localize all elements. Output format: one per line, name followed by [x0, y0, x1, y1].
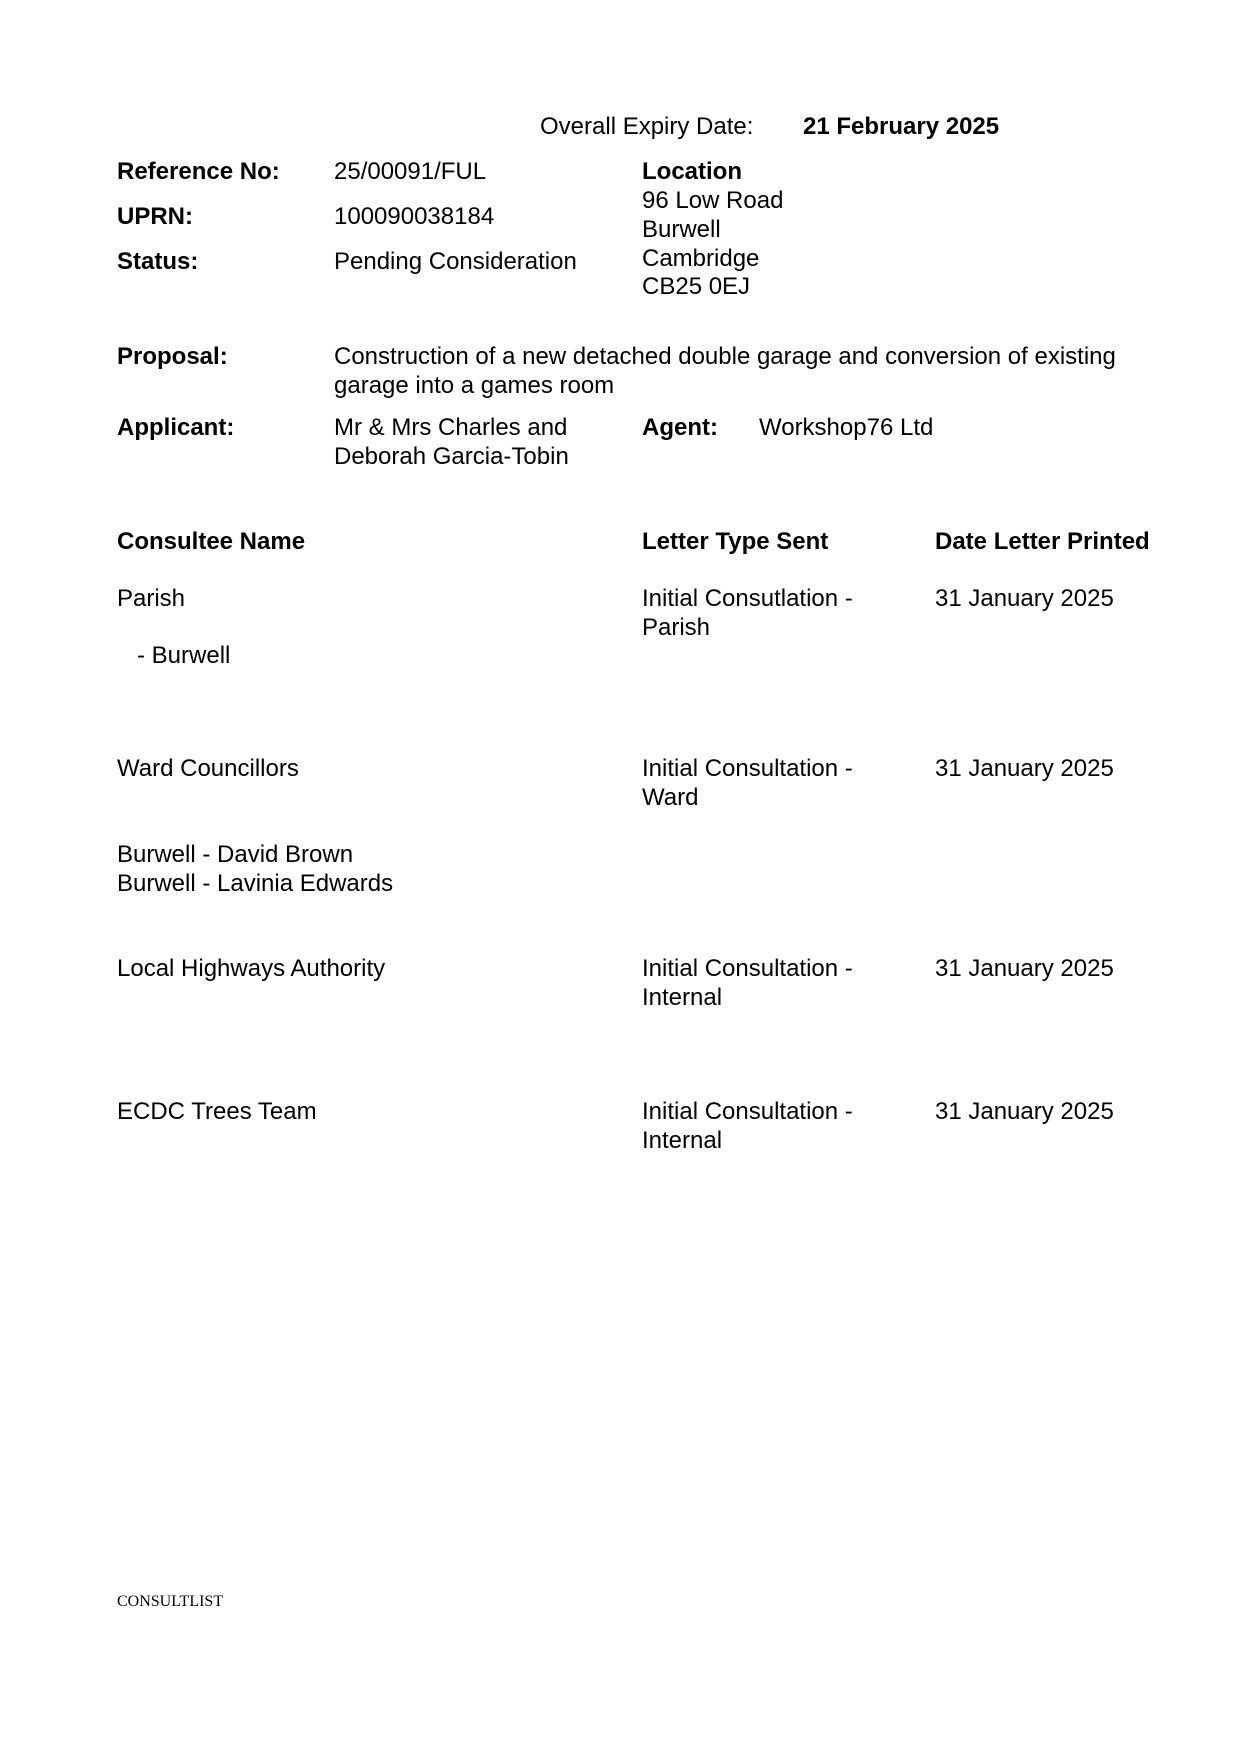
consultee-sub: Burwell - Lavinia Edwards	[117, 870, 394, 897]
date-printed: 31 January 2025	[935, 755, 1114, 782]
consultee-name: Local Highways Authority	[117, 955, 386, 982]
date-printed: 31 January 2025	[935, 955, 1114, 982]
proposal-line: garage into a games room	[334, 372, 615, 399]
date-printed: 31 January 2025	[935, 1098, 1114, 1125]
footer-code: CONSULTLIST	[117, 1593, 224, 1610]
letter-type: Initial Consultation -	[642, 1098, 853, 1125]
consultee-name: Parish	[117, 585, 186, 612]
letter-type: Initial Consutlation -	[642, 585, 853, 612]
column-header-consultee-name: Consultee Name	[117, 528, 306, 555]
date-printed: 31 January 2025	[935, 585, 1114, 612]
column-header-date-printed: Date Letter Printed	[935, 528, 1150, 555]
consultee-name: Ward Councillors	[117, 755, 299, 782]
consultee-sub: - Burwell	[137, 642, 231, 669]
letter-type: Internal	[642, 984, 723, 1011]
location-line: 96 Low Road	[642, 187, 784, 214]
letter-type: Initial Consultation -	[642, 755, 853, 782]
uprn-value: 100090038184	[334, 203, 495, 230]
expiry-date: 21 February 2025	[803, 113, 1000, 140]
column-header-letter-type: Letter Type Sent	[642, 528, 829, 555]
consultee-sub: Burwell - David Brown	[117, 841, 354, 868]
letter-type: Ward	[642, 784, 699, 811]
uprn-label: UPRN:	[117, 203, 193, 230]
status-value: Pending Consideration	[334, 248, 577, 275]
letter-type: Internal	[642, 1127, 723, 1154]
location-line: Burwell	[642, 216, 721, 243]
agent-value: Workshop76 Ltd	[759, 414, 934, 441]
proposal-line: Construction of a new detached double garage and conversion of existing	[334, 343, 1116, 370]
applicant-line: Deborah Garcia-Tobin	[334, 443, 569, 470]
letter-type: Parish	[642, 614, 711, 641]
letter-type: Initial Consultation -	[642, 955, 853, 982]
reference-label: Reference No:	[117, 158, 280, 185]
consultee-name: ECDC Trees Team	[117, 1098, 317, 1125]
applicant-line: Mr & Mrs Charles and	[334, 414, 568, 441]
expiry-label: Overall Expiry Date:	[540, 113, 754, 140]
applicant-label: Applicant:	[117, 414, 235, 441]
agent-label: Agent:	[642, 414, 718, 441]
location-label: Location	[642, 158, 742, 185]
reference-value: 25/00091/FUL	[334, 158, 487, 185]
proposal-label: Proposal:	[117, 343, 228, 370]
status-label: Status:	[117, 248, 199, 275]
location-line: CB25 0EJ	[642, 273, 751, 300]
location-line: Cambridge	[642, 245, 760, 272]
